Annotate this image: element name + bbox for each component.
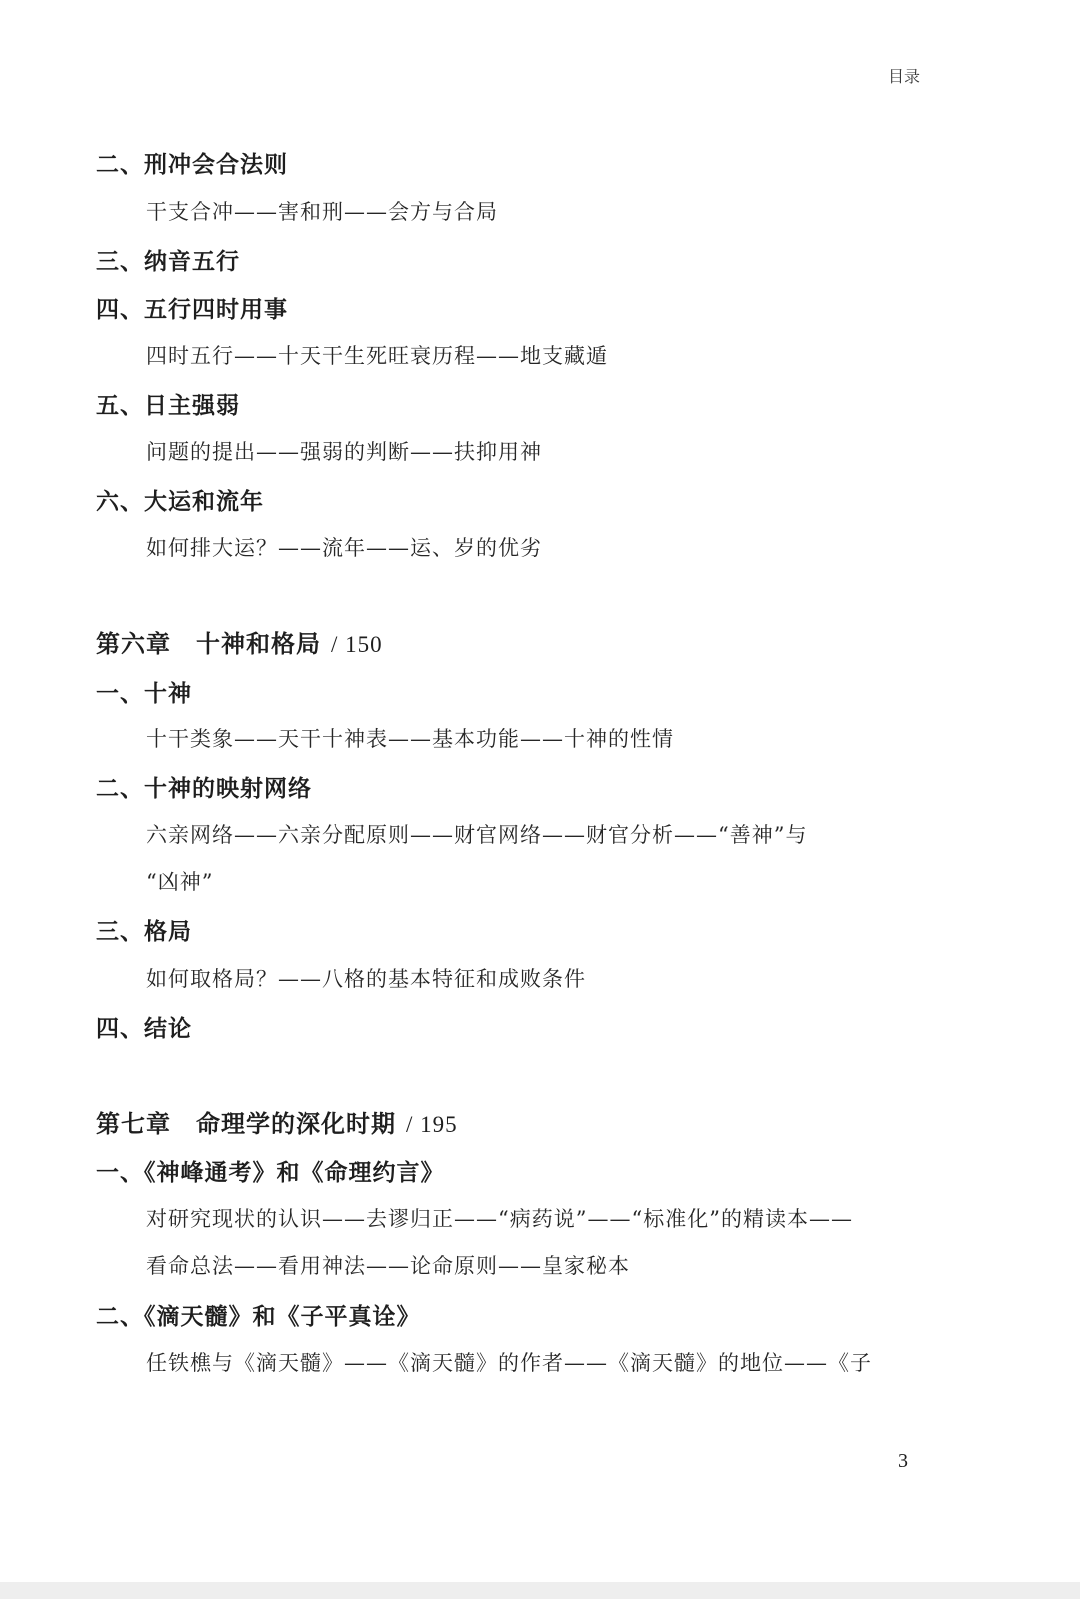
toc-subtopics: 如何取格局？——八格的基本特征和成败条件 bbox=[146, 967, 586, 991]
chapter-page-ref: / 150 bbox=[331, 632, 383, 657]
toc-section-4: 四、五行四时用事 bbox=[96, 297, 288, 323]
toc-section-2: 二、《滴天髓》和《子平真诠》 bbox=[96, 1304, 421, 1330]
toc-section-3: 三、格局 bbox=[96, 919, 192, 945]
toc-subtopics-continued: “凶神” bbox=[146, 870, 214, 894]
toc-subtopics: 对研究现状的认识——去谬归正——“病药说”——“标准化”的精读本—— bbox=[146, 1207, 853, 1231]
chapter-title: 第六章 十神和格局 bbox=[96, 630, 321, 658]
toc-section-2: 二、十神的映射网络 bbox=[96, 776, 312, 802]
toc-subtopics-continued: 看命总法——看用神法——论命原则——皇家秘本 bbox=[146, 1254, 630, 1278]
toc-subtopics: 四时五行——十天干生死旺衰历程——地支藏遁 bbox=[146, 344, 608, 368]
bottom-edge bbox=[0, 1582, 1080, 1599]
toc-subtopics: 任铁樵与《滴天髓》——《滴天髓》的作者——《滴天髓》的地位——《子 bbox=[146, 1351, 872, 1375]
chapter-6-heading[interactable] bbox=[96, 624, 383, 659]
toc-section-6: 六、大运和流年 bbox=[96, 489, 264, 515]
toc-subtopics: 如何排大运？——流年——运、岁的优劣 bbox=[146, 536, 542, 560]
toc-section-1: 一、十神 bbox=[96, 681, 192, 707]
toc-subtopics: 十干类象——天干十神表——基本功能——十神的性情 bbox=[146, 727, 674, 751]
chapter-title: 第七章 命理学的深化时期 bbox=[96, 1110, 396, 1138]
chapter-page-ref: / 195 bbox=[406, 1112, 458, 1137]
toc-section-1: 一、《神峰通考》和《命理约言》 bbox=[96, 1160, 445, 1186]
toc-section-2: 二、刑冲会合法则 bbox=[96, 152, 288, 178]
toc-section-3: 三、纳音五行 bbox=[96, 249, 240, 275]
toc-subtopics: 问题的提出——强弱的判断——扶抑用神 bbox=[146, 440, 542, 464]
chapter-7-heading[interactable] bbox=[96, 1104, 458, 1139]
toc-section-5: 五、日主强弱 bbox=[96, 393, 240, 419]
page-number: 3 bbox=[898, 1450, 908, 1472]
toc-section-4: 四、结论 bbox=[96, 1016, 192, 1042]
toc-subtopics: 六亲网络——六亲分配原则——财官网络——财官分析——“善神”与 bbox=[146, 823, 808, 847]
toc-subtopics: 干支合冲——害和刑——会方与合局 bbox=[146, 200, 498, 224]
running-header: 目录 bbox=[888, 67, 921, 86]
